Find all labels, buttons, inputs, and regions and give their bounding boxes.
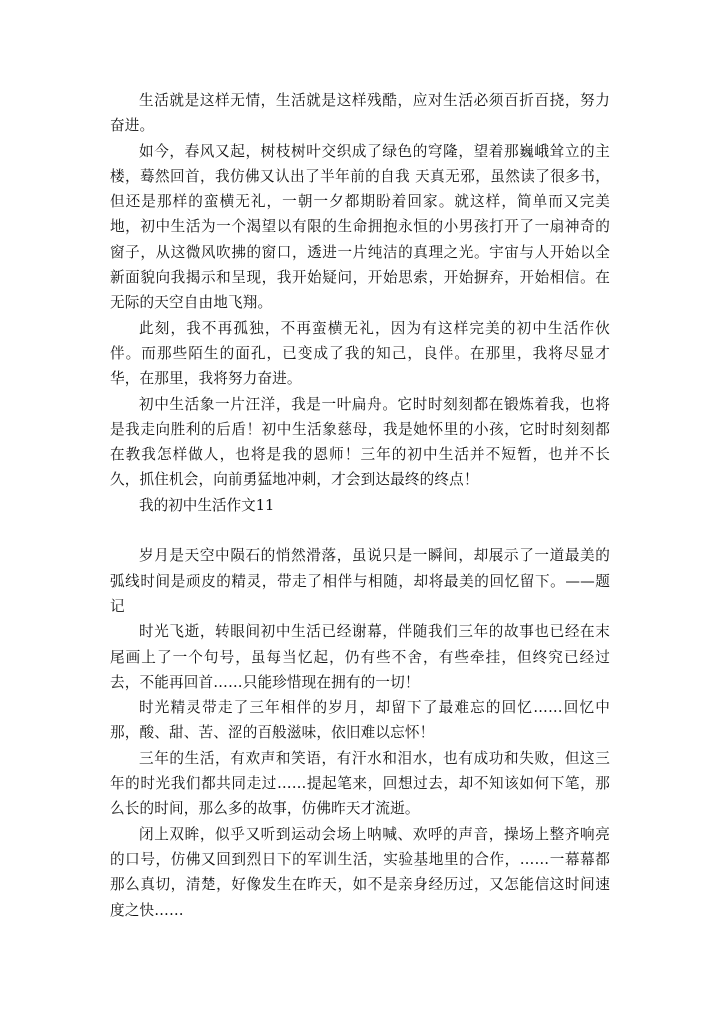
blank-line (110, 518, 610, 543)
paragraph: 三年的生活，有欢声和笑语，有汗水和泪水，也有成功和失败，但这三年的时光我们都共同走过……提起笔来，回想过去，却不知该如何下笔，那么长的时间，那么多的故事，仿佛昨天才流逝。 (110, 749, 610, 818)
paragraph: 初中生活象一片汪洋，我是一叶扁舟。它时时刻刻都在锻炼着我，也将是我走向胜利的后盾！初中生活象慈母，我是她怀里的小孩，它时时刻刻都在教我怎样做人，也将是我的恩师！三年的初中生活并不短暂，也并不长久，抓住机会，向前勇猛地冲刺，才会到达最终的终点！ (110, 395, 610, 489)
paragraph: 如今，春风又起，树枝树叶交织成了绿色的穹隆，望着那巍峨耸立的主楼，蓦然回首，我仿佛又认出了半年前的自我 天真无邪，虽然读了很多书，但还是那样的蛮横无礼，一朝一夕都期盼着回家。就这样，简单而又完美地，初中生活为一个渴望以有限的生命拥抱永恒的小男孩打开了一扇神奇的窗子，从这微风吹拂的窗口，透进一片纯洁的真理之光。宇宙与人开始以全新面貌向我揭示和呈现，我开始疑问，开始思索，开始摒弃，开始相信。在无际的天空自由地飞翔。 (110, 142, 610, 312)
section-title: 我的初中生活作文11 (139, 496, 275, 514)
paragraph: 生活就是这样无情，生活就是这样残酷，应对生活必须百折百挠，努力奋进。 (110, 92, 610, 135)
paragraph: 岁月是天空中陨石的悄然滑落，虽说只是一瞬间，却展示了一道最美的弧线时间是顽皮的精灵，带走了相伴与相随，却将最美的回忆留下。——题记 (110, 547, 610, 615)
paragraph: 此刻，我不再孤独，不再蛮横无礼，因为有这样完美的初中生活作伙伴。而那些陌生的面孔，已变成了我的知己，良伴。在那里，我将尽显才华，在那里，我将努力奋进。 (110, 319, 610, 388)
paragraph: 时光飞逝，转眼间初中生活已经谢幕，伴随我们三年的故事也已经在末尾画上了一个句号，虽每当忆起，仍有些不舍，有些牵挂，但终究已经过去，不能再回首……只能珍惜现在拥有的一切！ (110, 623, 610, 691)
document-body (110, 88, 610, 923)
paragraph: 闭上双眸，似乎又听到运动会场上呐喊、欢呼的声音，操场上整齐响亮的口号，仿佛又回到烈日下的军训生活，实验基地里的合作，……一幕幕都那么真切，清楚，好像发生在昨天，如不是亲身经历过，又怎能信这时间速度之快…… (110, 825, 610, 919)
paragraph: 时光精灵带走了三年相伴的岁月，却留下了最难忘的回忆……回忆中那，酸、甜、苦、涩的百般滋味，依旧难以忘怀！ (110, 699, 610, 742)
